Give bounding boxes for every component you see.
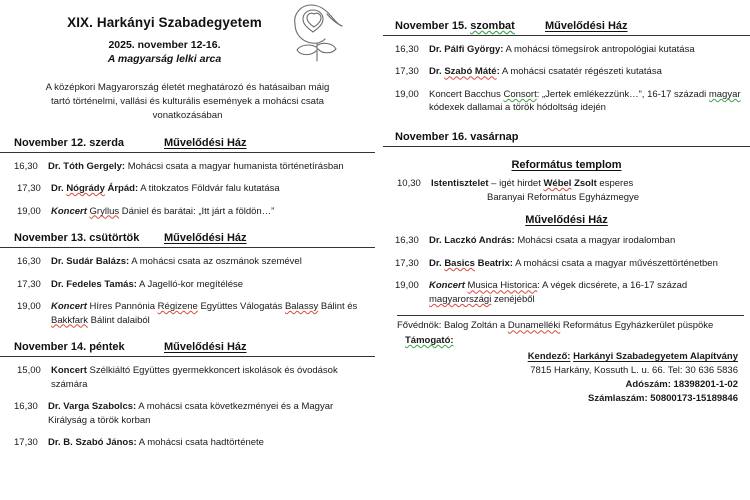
service-diocese: Baranyai Református Egyházmegye [487, 191, 640, 203]
event-time: 19,00 [395, 88, 419, 100]
event-time: 16,30 [395, 235, 419, 247]
event-desc: Koncert Bacchus Consort: „Jertek emlékezzünk…”, 16-17 századi magyar kódexek dallamai a török hódoltság idején [429, 88, 741, 114]
event-text: A mohácsi csata az oszmánok szemével [129, 256, 302, 268]
event-time: 19,00 [17, 205, 41, 217]
event-desc [51, 278, 371, 291]
event-text: Musica Historica: A végek dicsérete, a 16-17 század magyarországi zenéjéből [429, 280, 688, 305]
patron-label: Fővédnök: [397, 320, 442, 332]
account-label: Számlaszám: [587, 393, 648, 405]
account-line [383, 392, 738, 406]
event-text: A mohácsi csata hadtörténete [136, 437, 264, 449]
event-text: Gryllus Dániel és barátai: „Itt járt a földön…” [89, 205, 275, 217]
grammarcheck-word: szombat [470, 20, 515, 32]
event-row [14, 160, 371, 173]
event-desc [429, 257, 746, 270]
organizer-label: Kendező: [527, 351, 571, 363]
spellcheck-word: Bakkfark [51, 314, 88, 326]
event-time: 17,30 [17, 183, 41, 195]
spellcheck-word: Nógrády [66, 183, 105, 195]
event-row [14, 182, 371, 195]
festival-dates: 2025. november 12-16. [108, 39, 221, 51]
spellcheck-word: magyarországi [429, 293, 492, 305]
event-kind: Koncert [51, 205, 87, 217]
day-date-nov14: November 14. péntek [14, 341, 125, 354]
right-column [383, 0, 750, 406]
patron-line: Fővédnök: Balog Zoltán a Dunamelléki Református Egyházkerület püspöke [397, 320, 714, 332]
event-kind: Koncert [51, 365, 87, 377]
supporter-line [383, 333, 750, 346]
event-row [14, 300, 371, 327]
venue-muvelodesi-haz-nov16 [383, 214, 750, 226]
service-title: Istentisztelet [431, 177, 489, 189]
event-list-nov15 [383, 36, 750, 115]
event-kind: Koncert [429, 280, 465, 292]
event-time: 16,30 [14, 160, 38, 172]
event-speaker: Dr. Basics Beatrix: [429, 257, 513, 269]
spellcheck-word: Dunamelléki [507, 320, 561, 332]
event-speaker: Dr. Sudár Balázs: [51, 256, 130, 268]
service-rest: esperes [596, 177, 634, 189]
event-speaker: Dr. Szabó Máté: [429, 66, 500, 78]
organizer-address: 7815 Harkány, Kossuth L. u. 66. Tel: 30 636 5836 [530, 365, 738, 377]
tax-number: 18398201-1-02 [673, 379, 738, 391]
organizer-block [383, 346, 750, 406]
event-row [395, 234, 746, 247]
footer-block [383, 315, 750, 406]
event-time: 17,30 [17, 278, 41, 290]
event-row [395, 88, 746, 115]
event-speaker: Dr. Tóth Gergely: [48, 160, 126, 172]
event-kind: Koncert [51, 301, 87, 313]
spellcheck-word: Gryllus [89, 205, 120, 217]
event-desc [51, 364, 371, 391]
day-divider [383, 146, 750, 147]
event-row [395, 279, 746, 306]
event-time: 16,30 [395, 44, 419, 55]
event-speaker: Dr. Varga Szabolcs: [48, 401, 137, 413]
event-text: Szélkiáltó Együttes gyermekkoncert iskolások és óvodások számára [51, 365, 338, 390]
venue-label: Művelődési Ház [525, 214, 608, 227]
event-desc [48, 436, 371, 449]
event-row [14, 205, 371, 218]
event-text: A titokzatos Földvár falu kutatása [138, 183, 280, 195]
day-block-nov13 [0, 232, 375, 327]
day-venue-nov15: Művelődési Ház [545, 20, 628, 32]
event-desc [429, 234, 746, 247]
event-desc [51, 182, 371, 195]
event-text: Mohácsi csata a magyar humanista történetírásban [125, 160, 344, 172]
account-number: 50800173-15189846 [650, 393, 738, 405]
event-row [395, 43, 746, 56]
event-desc [51, 205, 371, 218]
event-desc [48, 160, 371, 173]
event-desc [429, 65, 746, 78]
event-time: 17,30 [395, 257, 419, 269]
event-time: 15,00 [17, 365, 41, 377]
supporter-label: Támogató: [405, 335, 454, 347]
spellcheck-word: Wébel [543, 177, 572, 189]
event-text: Mohácsi csata a magyar irodalomban [514, 235, 676, 247]
service-mid: – igét hirdet [488, 177, 544, 189]
event-row [14, 278, 371, 291]
event-row [14, 436, 371, 449]
event-text: A mohácsi csata a magyar művészettörténetben [512, 257, 718, 269]
event-time: 19,00 [17, 301, 41, 313]
festival-description: A középkori Magyarország életét meghatározó és hatásaiban máig tartó történelmi, vallási és kulturális események a mohácsi csata vonatkozásában [45, 82, 330, 121]
day-venue-nov14: Művelődési Ház [164, 341, 247, 354]
service-preacher: Wébel Zsolt [543, 177, 597, 189]
event-text: A mohácsi tömegsírok antropológiai kutatása [503, 44, 695, 55]
event-desc [429, 279, 746, 306]
event-time: 16,30 [17, 256, 41, 268]
page-title: XIX. Harkányi Szabadegyetem [67, 15, 262, 30]
event-speaker: Dr. Fedeles Tamás: [51, 278, 137, 290]
day-block-nov15 [383, 20, 750, 115]
venue-reformatus-templom [383, 159, 750, 171]
left-column [0, 0, 375, 459]
day-block-nov12 [0, 137, 375, 218]
day-header-nov13 [0, 232, 375, 246]
day-date-nov15: November 15. szombat [395, 20, 515, 32]
service-desc [431, 177, 746, 205]
spellcheck-word: Musica Historica [467, 280, 538, 292]
event-text: A Jagelló-kor megítélése [136, 278, 244, 290]
event-list-nov16 [383, 232, 750, 306]
organizer-name: Harkányi Szabadegyetem Alapítvány [573, 351, 738, 363]
event-time: 16,30 [14, 401, 38, 413]
event-row [14, 400, 371, 427]
event-desc [51, 300, 371, 327]
day-header-nov15 [383, 20, 750, 34]
organizer-line [383, 350, 738, 364]
day-date-nov13: November 13. csütörtök [14, 232, 140, 245]
event-list-nov13 [0, 248, 375, 327]
event-speaker: Dr. Laczkó András: [429, 235, 515, 247]
day-header-nov12 [0, 137, 375, 151]
event-text: Híres Pannónia Régizene Együttes Válogatás Balassy Bálint és Bakkfark Bálint dalaiból [51, 301, 358, 326]
event-speaker: Dr. Pálfi György: [429, 44, 504, 55]
event-speaker: Dr. B. Szabó János: [48, 437, 137, 449]
event-list-nov14 [0, 357, 375, 449]
event-time: 17,30 [395, 66, 419, 78]
day-venue-nov12: Művelődési Ház [164, 136, 247, 149]
spellcheck-word: Basics [444, 257, 475, 269]
spellcheck-word: Régizene [157, 301, 198, 313]
event-desc [429, 43, 746, 56]
spellcheck-word: Balassy [284, 301, 319, 313]
event-row [14, 364, 371, 391]
venue-label: Református templom [511, 158, 622, 171]
day-venue-nov13: Művelődési Ház [164, 232, 247, 245]
event-desc [48, 400, 371, 427]
event-time: 10,30 [397, 177, 421, 189]
day-header-nov14 [0, 341, 375, 355]
day-block-nov14 [0, 341, 375, 449]
day-date-nov12: November 12. szerda [14, 136, 125, 149]
event-row [395, 257, 746, 270]
tax-label: Adószám: [625, 379, 671, 391]
festival-motto: A magyarság lelki arca [107, 53, 222, 65]
grammarcheck-word: Consort [503, 88, 537, 100]
spellcheck-word: Szabó Máté [444, 66, 497, 78]
event-desc [51, 255, 371, 268]
event-list-nov12 [0, 153, 375, 218]
event-text: A mohácsi csata következményei és a Magyar Királyság a török korban [48, 401, 334, 426]
tax-line [383, 378, 738, 392]
grammarcheck-word: magyar [708, 88, 741, 100]
service-row [383, 177, 750, 205]
event-speaker: Dr. Nógrády Árpád: [51, 183, 139, 195]
masthead [0, 0, 375, 123]
dove-heart-leaf-logo [287, 2, 347, 64]
day-block-nov16 [383, 131, 750, 306]
event-text: A mohácsi csatatér régészeti kutatása [499, 66, 662, 78]
day-date-nov16: November 16. vasárnap [395, 130, 519, 143]
event-row [395, 65, 746, 78]
day-header-nov16 [383, 131, 750, 145]
event-row [14, 255, 371, 268]
event-time: 19,00 [395, 280, 419, 292]
event-time: 17,30 [14, 437, 38, 449]
